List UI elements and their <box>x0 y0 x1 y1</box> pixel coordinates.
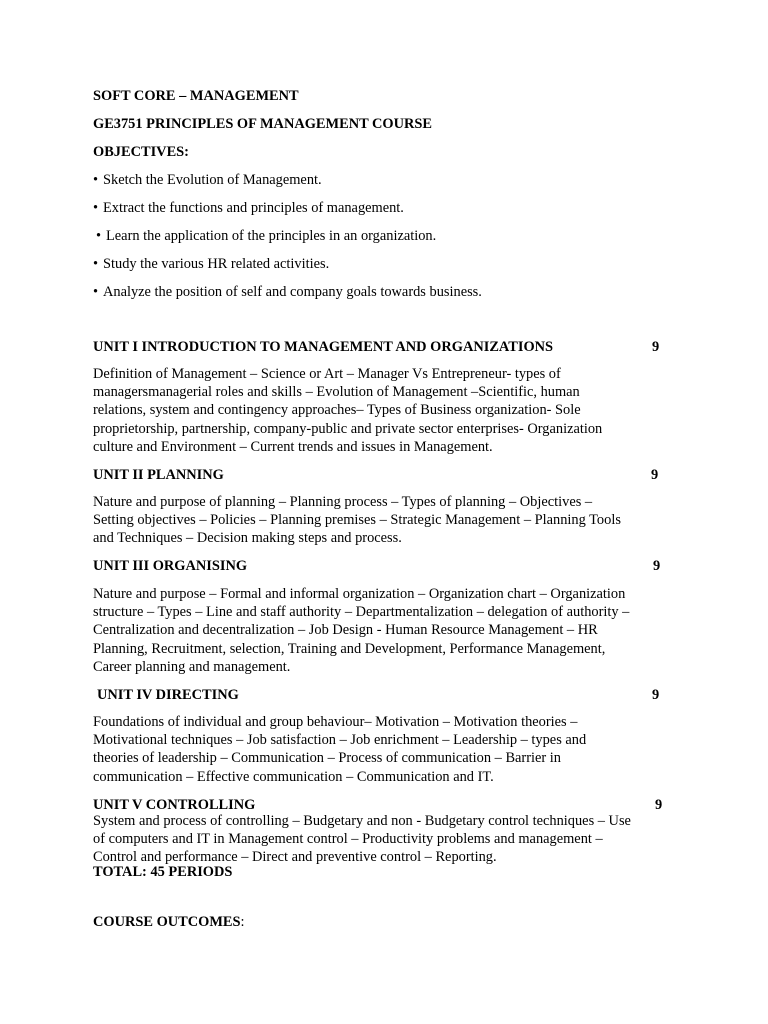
content-line: Career planning and management. <box>93 658 291 675</box>
unit-hours: 9 <box>653 558 661 574</box>
content-line: Definition of Management – Science or Art – Manager Vs Entrepreneur- types of <box>93 366 561 382</box>
unit-title: UNIT III ORGANISING <box>93 558 248 574</box>
unit-title: UNIT V CONTROLLING <box>93 797 256 813</box>
content-line: managersmanagerial roles and skills – Evolution of Management –Scientific, human <box>93 384 580 401</box>
content-line: Control and performance – Direct and preventive control – Reporting. <box>93 849 497 866</box>
unit-hours: 9 <box>651 467 659 483</box>
objective-item: • Analyze the position of self and company goals towards business. <box>93 284 482 300</box>
objective-item: • Study the various HR related activities. <box>93 256 330 272</box>
syllabus-page <box>93 0 678 1024</box>
objective-item: • Sketch the Evolution of Management. <box>93 172 322 188</box>
content-line: Nature and purpose – Formal and informal organization – Organization chart – Organization <box>93 586 626 602</box>
unit-content <box>93 493 675 548</box>
category-heading: SOFT CORE – MANAGEMENT <box>93 88 299 104</box>
content-line: culture and Environment – Current trends and issues in Management. <box>93 438 493 455</box>
objectives-heading: OBJECTIVES: <box>93 144 189 160</box>
unit-heading <box>93 557 663 575</box>
unit-hours: 9 <box>652 687 660 703</box>
unit-heading <box>93 338 663 356</box>
unit-content <box>93 812 675 867</box>
unit-content <box>93 365 675 456</box>
content-line: communication – Effective communication – Communication and IT. <box>93 768 494 785</box>
unit-hours: 9 <box>652 339 660 355</box>
content-line: Nature and purpose of planning – Planning process – Types of planning – Objectives – <box>93 494 593 510</box>
content-line: of computers and IT in Management control – Productivity problems and management – <box>93 831 603 848</box>
content-line: Centralization and decentralization – Job Design - Human Resource Management – HR <box>93 622 598 639</box>
unit-title: UNIT II PLANNING <box>93 467 224 483</box>
content-line: Setting objectives – Policies – Planning premises – Strategic Management – Planning Tools <box>93 512 621 529</box>
course-outcomes-heading <box>93 913 245 931</box>
content-line: theories of leadership – Communication – Process of communication – Barrier in <box>93 750 561 767</box>
content-line: System and process of controlling – Budgetary and non - Budgetary control techniques – Use <box>93 813 631 829</box>
outcomes-heading-text: COURSE OUTCOMES <box>93 914 241 930</box>
bullet-icon: • <box>93 200 99 216</box>
content-line: structure – Types – Line and staff authority – Departmentalization – delegation of authority – <box>93 604 630 621</box>
content-line: Planning, Recruitment, selection, Training and Development, Performance Management, <box>93 640 606 657</box>
bullet-icon: • <box>96 228 102 244</box>
course-title: GE3751 PRINCIPLES OF MANAGEMENT COURSE <box>93 116 433 132</box>
total-periods: TOTAL: 45 PERIODS <box>93 864 233 880</box>
objective-item: • Extract the functions and principles of management. <box>93 200 404 216</box>
unit-title: UNIT IV DIRECTING <box>97 687 239 703</box>
outcomes-colon: : <box>240 914 245 930</box>
content-line: Motivational techniques – Job satisfaction – Job enrichment – Leadership – types and <box>93 732 587 749</box>
bullet-icon: • <box>93 172 99 188</box>
unit-heading <box>93 466 663 484</box>
unit-heading <box>97 686 667 704</box>
unit-title: UNIT I INTRODUCTION TO MANAGEMENT AND ORGANIZATIONS <box>93 339 554 355</box>
content-line: relations, system and contingency approaches– Types of Business organization- Sole <box>93 402 581 419</box>
unit-content <box>93 585 675 676</box>
bullet-icon: • <box>93 284 99 300</box>
content-line: Foundations of individual and group behaviour– Motivation – Motivation theories – <box>93 714 578 730</box>
unit-hours: 9 <box>655 797 663 813</box>
bullet-icon: • <box>93 256 99 272</box>
objective-item: • Learn the application of the principles in an organization. <box>96 228 437 244</box>
content-line: and Techniques – Decision making steps and process. <box>93 530 402 547</box>
unit-content <box>93 713 675 786</box>
content-line: proprietorship, partnership, company-public and private sector enterprises- Organization <box>93 420 603 437</box>
